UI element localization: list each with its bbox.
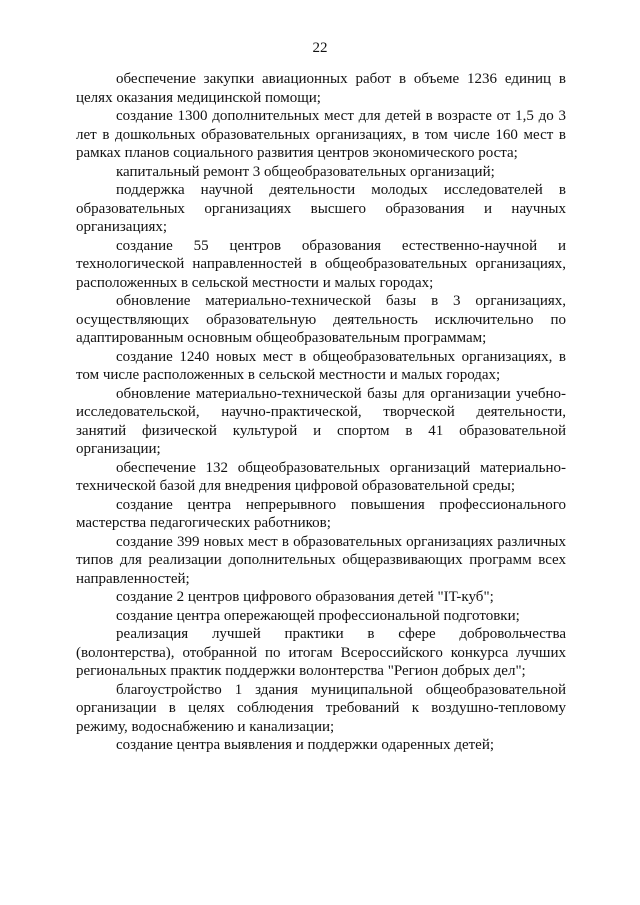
paragraph: обеспечение закупки авиационных работ в объеме 1236 единиц в целях оказания медицинской помощи;	[76, 71, 566, 106]
paragraph: обновление материально-технической базы в 3 организациях, осуществляющих образовательную деятельность исключительно по адаптированным основным общеобразовательным программам;	[76, 293, 566, 346]
paragraph: создание 55 центров образования естественно-научной и технологической направленностей в общеобразовательных организациях, расположенных в сельской местности и малых городах;	[76, 237, 566, 291]
paragraph: создание 2 центров цифрового образования детей "IT-куб";	[116, 589, 494, 605]
paragraph: благоустройство 1 здания муниципальной общеобразовательной организации в целях соблюдения требований к воздушно-тепловому режиму, водоснабжению и канализации;	[76, 681, 566, 735]
document-body	[76, 70, 566, 755]
paragraph: создание центра опережающей профессиональной подготовки;	[116, 607, 520, 624]
paragraph: создание 399 новых мест в образовательных организациях различных типов для реализации дополнительных общеразвивающих программ всех направленностей;	[76, 533, 566, 587]
paragraph: создание 1300 дополнительных мест для детей в возрасте от 1,5 до 3 лет в дошкольных образовательных организациях, в том числе 160 мест в рамках планов социального развития центров экономического роста;	[76, 108, 566, 161]
paragraph: поддержка научной деятельности молодых исследователей в образовательных организациях высшего образования и научных организациях;	[76, 182, 566, 235]
page-number: 22	[312, 40, 328, 56]
paragraph: создание 1240 новых мест в общеобразовательных организациях, в том числе расположенных в сельской местности и малых городах;	[76, 348, 566, 383]
paragraph: создание центра выявления и поддержки одаренных детей;	[116, 737, 495, 753]
paragraph: создание центра непрерывного повышения профессионального мастерства педагогических работников;	[76, 496, 566, 531]
paragraph: обновление материально-технической базы для организации учебно-исследовательской, научно-практической, творческой деятельности, занятий физической культурой и спортом в 41 образовательной организации;	[76, 385, 566, 457]
paragraph: реализация лучшей практики в сфере добровольчества (волонтерства), отобранной по итогам Всероссийского конкурса лучших региональных практик поддержки волонтерства "Регион добрых дел";	[76, 626, 566, 679]
paragraph: капитальный ремонт 3 общеобразовательных организаций;	[116, 163, 495, 180]
paragraph: обеспечение 132 общеобразовательных организаций материально-технической базой для внедрения цифровой образовательной среды;	[76, 459, 566, 494]
